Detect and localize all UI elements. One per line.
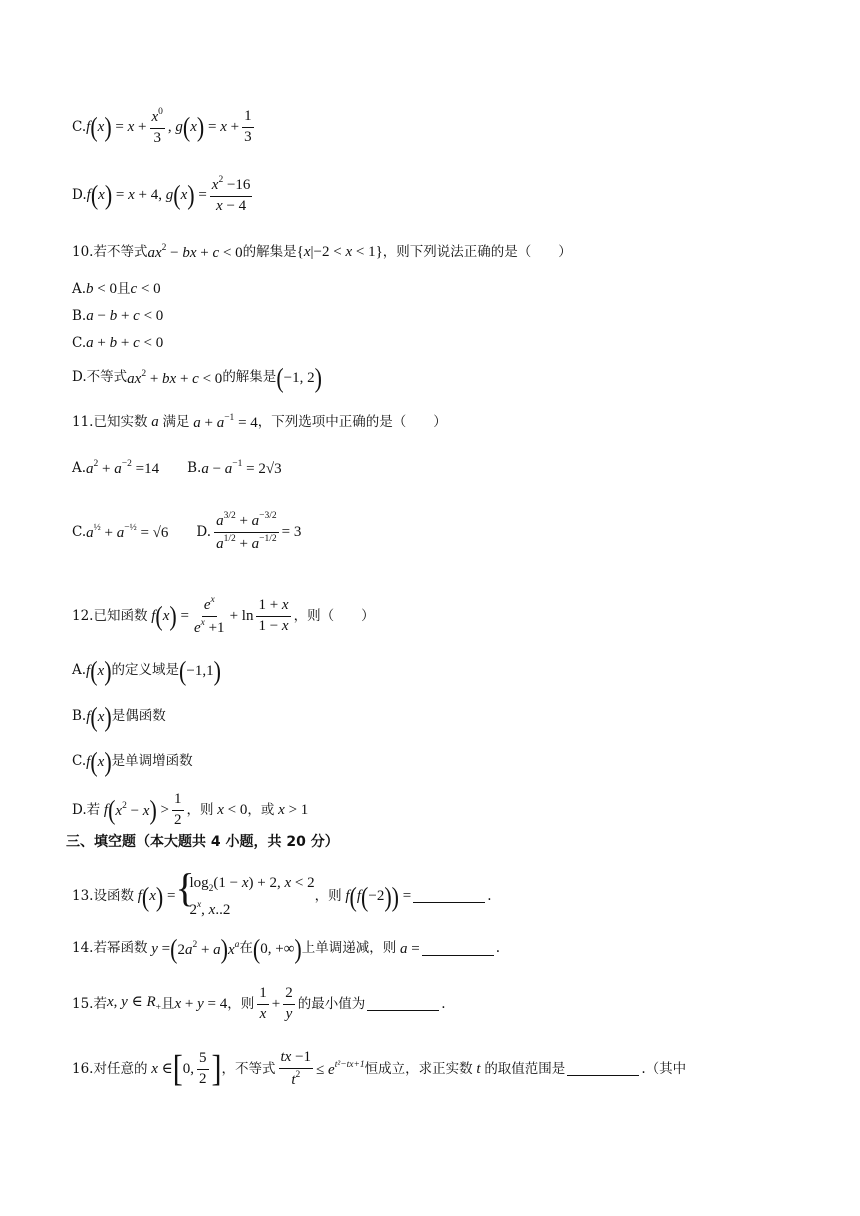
math: y = xyxy=(151,940,171,957)
math: x ∈ xyxy=(151,1060,173,1077)
math: ( xyxy=(155,600,163,632)
math: x > 1 xyxy=(278,801,309,818)
math: x xyxy=(98,186,105,203)
math: ( xyxy=(90,700,98,732)
math: $x^a$ xyxy=(228,939,240,958)
math: > xyxy=(156,801,169,818)
math: = 3 xyxy=(281,523,302,540)
math: ( xyxy=(90,654,98,686)
q15-stem xyxy=(72,986,446,1023)
math: ( xyxy=(179,654,187,686)
option-text: 的解集是 xyxy=(222,369,277,386)
stem-text: ，则下列说法正确的是（ ） xyxy=(382,243,572,260)
math: ( xyxy=(141,880,150,912)
math: ( xyxy=(276,361,284,393)
math: c < 0 xyxy=(130,281,161,297)
option-label: B. xyxy=(72,307,87,324)
option-label: A. xyxy=(72,459,87,476)
fraction: $\frac{x^2 -16}{x - 4}$ xyxy=(211,175,251,214)
piecewise: { $\log_2(1 - x) + 2$, x < 2 2$^x$, x..2 xyxy=(175,876,314,918)
math: , g xyxy=(167,118,183,135)
math: ) xyxy=(155,880,164,912)
math: f xyxy=(133,888,142,905)
math: $a^2 + a^{-2} =14$ xyxy=(86,459,160,477)
option-label: A. xyxy=(72,662,87,679)
q12-option-c xyxy=(72,745,193,777)
math: ( xyxy=(90,745,98,777)
fraction: $\frac{1 + x}{1 - x}$ xyxy=(258,597,289,634)
math: f xyxy=(356,888,362,905)
math: = xyxy=(399,888,412,905)
math: $ax^2$ − bx + c < 0 xyxy=(147,243,243,261)
math: ) xyxy=(104,111,112,143)
fraction: $\frac{a^{3/2} + a^{-3/2}}{a^{1/2} + a^{-1/2}}$ xyxy=(216,511,277,552)
math: ( xyxy=(90,179,99,211)
math: f xyxy=(86,708,91,725)
math: ) xyxy=(294,932,302,964)
stem-text: 满足 xyxy=(162,413,190,430)
fraction: $\frac{2}{y}$ xyxy=(285,985,293,1022)
option-label: B. xyxy=(187,459,202,476)
math: {x|−2 < x < 1} xyxy=(296,244,383,260)
math: = xyxy=(194,186,207,203)
stem-text: 恒成立，求正实数 xyxy=(364,1060,473,1077)
fraction: $\frac{1}{3}$ xyxy=(244,108,252,145)
math: = xyxy=(163,888,176,905)
math: = x + 4, g xyxy=(112,186,174,203)
option-text: ，或 xyxy=(247,801,275,818)
stem-text: 的解集是 xyxy=(242,243,297,260)
math: ) xyxy=(149,794,157,826)
math: ≤ $e^{t^2-tx+1}$ xyxy=(316,1059,365,1078)
math: + xyxy=(271,995,281,1012)
answer-blank[interactable] xyxy=(413,890,485,903)
math: x < 0 xyxy=(217,801,248,818)
option-text: 且 xyxy=(117,280,131,297)
math: x xyxy=(190,118,197,135)
answer-blank[interactable] xyxy=(367,998,439,1011)
answer-blank[interactable] xyxy=(567,1063,639,1076)
math: a + b + c < 0 xyxy=(86,335,164,351)
math: ) xyxy=(169,600,177,632)
math: −1, 2 xyxy=(283,369,315,386)
math: $a^{\frac{1}{2}} + a^{-\frac{1}{2}} = √6$ xyxy=(86,522,169,541)
q12-option-a xyxy=(72,654,221,686)
math: x xyxy=(97,708,105,725)
math: 0, +∞ xyxy=(260,940,295,957)
fraction: $\frac{tx -1}{t^2}$ xyxy=(280,1049,312,1088)
option-label: C. xyxy=(72,753,87,770)
math: f xyxy=(86,662,91,679)
q13-stem xyxy=(72,876,492,918)
option-text: 的定义域是 xyxy=(111,662,180,679)
math: $a + a^{-1} = 4$ xyxy=(193,413,258,431)
option-label: D. xyxy=(196,523,212,540)
math: ( xyxy=(108,794,116,826)
option-text: 是偶函数 xyxy=(111,708,166,725)
math: ( xyxy=(252,932,261,964)
q10-option-a xyxy=(72,282,161,297)
math: x xyxy=(97,118,105,135)
stem-text: 10.若不等式 xyxy=(72,243,148,260)
stem-text: ，下列选项中正确的是（ ） xyxy=(257,413,447,430)
math: x xyxy=(97,662,105,679)
math: 0, xyxy=(182,1060,195,1077)
math: −2 xyxy=(368,888,385,905)
stem-text: ，不等式 xyxy=(221,1060,276,1077)
math: ) xyxy=(104,654,112,686)
stem-text: 15.若 xyxy=(72,995,107,1012)
option-label: B. xyxy=(72,708,87,725)
answer-blank[interactable] xyxy=(422,943,494,956)
option-label: D. xyxy=(72,186,87,203)
stem-text: 的最小值为 xyxy=(297,995,366,1012)
math: x xyxy=(162,607,170,624)
stem-text: . xyxy=(441,995,446,1012)
q11-stem xyxy=(72,414,447,431)
math: + ln xyxy=(229,607,254,624)
math: $ax^2$ + bx + c < 0 xyxy=(127,368,223,387)
q12-stem xyxy=(72,596,375,637)
math: ( xyxy=(349,880,357,912)
stem-text: 12.已知函数 xyxy=(72,607,148,624)
math: = x + xyxy=(111,118,147,135)
q10-option-c xyxy=(72,336,163,351)
math: )) xyxy=(384,880,399,912)
math: ( xyxy=(90,111,98,143)
option-label: D.若 xyxy=(72,801,101,818)
stem-text: 16.对任意的 xyxy=(72,1060,148,1077)
section-title: 三、填空题（本大题共 4 小题，共 20 分） xyxy=(66,834,339,850)
option-label: C. xyxy=(72,334,87,351)
stem-text: . xyxy=(495,940,500,957)
fraction: $\frac{x^0}{3}$ xyxy=(151,107,163,146)
math: ) xyxy=(196,111,205,143)
math: ) xyxy=(220,932,228,964)
math: ] xyxy=(211,1048,222,1090)
q10-option-d xyxy=(72,361,322,393)
math: a = xyxy=(399,940,420,957)
math: $x^2 - x$ xyxy=(115,800,150,819)
q16-stem xyxy=(72,1050,686,1089)
stem-text: ，则（ ） xyxy=(293,607,375,624)
stem-text: 11.已知实数 xyxy=(72,413,148,430)
math: x xyxy=(97,753,105,770)
stem-text: ，则 xyxy=(227,995,255,1012)
q12-option-b xyxy=(72,700,166,732)
math: ( xyxy=(182,111,191,143)
math: [ xyxy=(172,1048,183,1090)
math: $a - a^{-1} = 2√3$ xyxy=(201,459,282,477)
math: f xyxy=(341,888,350,905)
math: ) xyxy=(104,179,113,211)
math: x xyxy=(180,186,188,203)
fraction: $\frac{e^x}{e^x +1}$ xyxy=(193,595,225,636)
math: $2a^2 + a$ xyxy=(177,939,221,958)
math: ) xyxy=(104,745,112,777)
q11-options-cd xyxy=(72,512,301,553)
math: = x + xyxy=(204,118,240,135)
math: ( xyxy=(170,932,178,964)
math: ) xyxy=(187,179,195,211)
option-label: A. xyxy=(72,280,87,297)
math: ( xyxy=(361,880,369,912)
option-label: C. xyxy=(72,118,87,135)
option-label: C. xyxy=(72,523,87,540)
stem-text: . xyxy=(487,888,492,904)
math: ( xyxy=(173,179,181,211)
math: ) xyxy=(314,361,322,393)
math: f xyxy=(86,118,91,135)
math: ) xyxy=(213,654,221,686)
math: x, y ∈ $R_+$ xyxy=(106,994,161,1013)
stem-text: 13.设函数 xyxy=(72,888,134,904)
q12-option-d xyxy=(72,792,308,829)
math: = xyxy=(176,607,189,624)
q10-option-b xyxy=(72,309,163,324)
q9-option-d xyxy=(72,176,255,215)
math: a − b + c < 0 xyxy=(86,308,164,324)
option-text: ，则 xyxy=(186,801,214,818)
math: f xyxy=(86,186,91,203)
math: a xyxy=(147,414,163,430)
stem-text: ，则 xyxy=(314,888,342,904)
math: −1,1 xyxy=(186,662,214,679)
option-text: 是单调增函数 xyxy=(111,753,193,770)
math: f xyxy=(100,801,109,818)
math: b < 0 xyxy=(86,281,118,297)
math: x + y = 4 xyxy=(174,995,228,1012)
stem-text: 的取值范围是 xyxy=(484,1060,566,1077)
stem-text: 在 xyxy=(239,940,253,957)
stem-text: 上单调递减，则 xyxy=(301,940,397,957)
q11-options-ab xyxy=(72,460,282,477)
q9-option-c xyxy=(72,108,257,147)
fraction: $\frac{1}{x}$ xyxy=(259,985,267,1022)
math: f xyxy=(86,753,91,770)
q10-stem xyxy=(72,244,572,261)
math: ) xyxy=(104,700,112,732)
stem-text: 14.若幂函数 xyxy=(72,940,148,957)
q14-stem xyxy=(72,932,500,964)
option-label: D.不等式 xyxy=(72,369,128,386)
stem-text: 且 xyxy=(160,995,175,1012)
math: f xyxy=(147,607,156,624)
fraction: $\frac{5}{2}$ xyxy=(199,1050,207,1087)
stem-text: .（其中 xyxy=(641,1060,687,1077)
math: x xyxy=(149,888,156,905)
fraction: $\frac{1}{2}$ xyxy=(174,791,182,828)
math: t xyxy=(472,1060,485,1077)
